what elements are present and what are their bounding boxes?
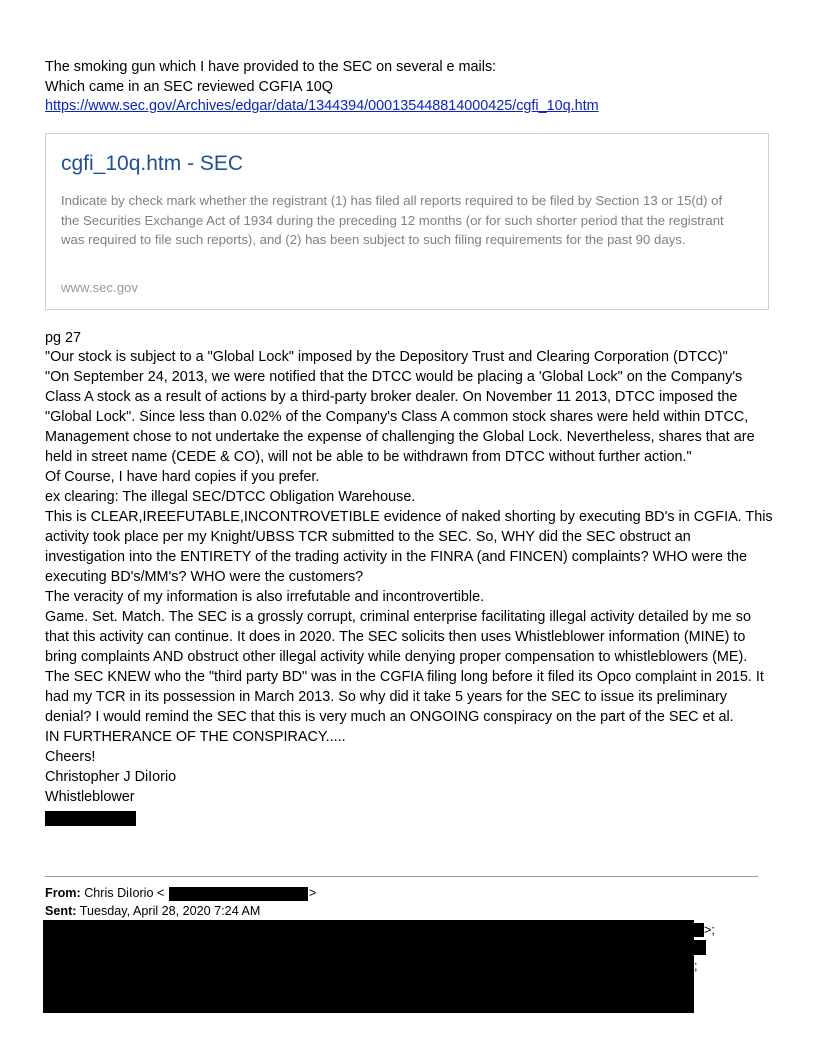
body-line: The SEC KNEW who the "third party BD" was in the CGFIA filing long before it filed its Opco complaint in 2015. It (45, 669, 764, 685)
redaction-block (43, 920, 694, 1013)
signature-title: Whistleblower (45, 789, 135, 805)
from-label: From: (45, 886, 81, 900)
intro-line-2: Which came in an SEC reviewed CGFIA 10Q (45, 79, 333, 95)
header-divider (45, 876, 758, 877)
sec-filing-link[interactable]: https://www.sec.gov/Archives/edgar/data/1344394/000135448814000425/cgfi_10q.htm (45, 98, 599, 114)
sent-value: Tuesday, April 28, 2020 7:24 AM (79, 904, 261, 918)
signature-name: Christopher J DiIorio (45, 769, 177, 785)
body-line: Of Course, I have hard copies if you prefer. (45, 469, 320, 485)
redaction-block (169, 887, 308, 901)
body-line: This is CLEAR,IREEFUTABLE,INCONTROVETIBLE evidence of naked shorting by executing BD's in CGFIA. This (45, 509, 773, 525)
body-line: held in street name (CEDE & CO), will not be able to be withdrawn from DTCC without further action." (45, 449, 692, 465)
redaction-block (694, 940, 706, 955)
from-row (45, 885, 164, 901)
sent-row (45, 903, 260, 919)
body-line: IN FURTHERANCE OF THE CONSPIRACY..... (45, 729, 346, 745)
body-line: Game. Set. Match. The SEC is a grossly corrupt, criminal enterprise facilitating illegal activity detailed by me so (45, 609, 751, 625)
body-line: that this activity can continue. It does in 2020. The SEC solicits then uses Whistleblower information (MINE) to (45, 629, 746, 645)
body-line: had my TCR in its possession in March 2013. So why did it take 5 years for the SEC to issue its preliminary (45, 689, 727, 705)
body-line: pg 27 (45, 330, 82, 346)
preview-title[interactable]: cgfi_10q.htm - SEC (61, 152, 244, 175)
recipient-fragment: >; (704, 923, 715, 937)
body-line: Class A stock as a result of actions by a third-party broker dealer. On November 11 2013, DTCC imposed the (45, 389, 738, 405)
recipient-fragment: ; (694, 959, 698, 973)
body-line: Management chose to not undertake the expense of challenging the Global Lock. Nevertheless, shares that are (45, 429, 755, 445)
body-line: "On September 24, 2013, we were notified that the DTCC would be placing a 'Global Lock" on the Company's (45, 369, 743, 385)
link-preview-card[interactable] (45, 133, 769, 310)
body-line: denial? I would remind the SEC that this is very much an ONGOING conspiracy on the part of the SEC et al. (45, 709, 734, 725)
body-line: activity took place per my Knight/UBSS TCR submitted to the SEC. So, WHY did the SEC obstruct an (45, 529, 691, 545)
signature-closing: Cheers! (45, 749, 96, 765)
sent-label: Sent: (45, 904, 77, 918)
body-line: "Global Lock". Since less than 0.02% of the Company's Class A common stock shares were held within DTCC, (45, 409, 749, 425)
body-line: executing BD's/MM's? WHO were the customers? (45, 569, 364, 585)
intro-line-1: The smoking gun which I have provided to the SEC on several e mails: (45, 59, 497, 75)
preview-description: Indicate by check mark whether the registrant (1) has filed all reports required to be filed by Section 13 or 15(d) of the Securities Exchange Act of 1934 during the preceding 12 months (or for such shorter period that the registrant was required to file such reports), and (2) has been subject to such filing requirements for the past 90 days. (61, 193, 724, 247)
body-line: bring complaints AND obstruct other illegal activity while denying proper compensation to whistleblowers (ME). (45, 649, 748, 665)
body-line: "Our stock is subject to a "Global Lock" imposed by the Depository Trust and Clearing Corporation (DTCC)" (45, 349, 728, 365)
redaction-block (694, 923, 704, 937)
body-line: The veracity of my information is also irrefutable and incontrovertible. (45, 589, 485, 605)
from-name: Chris DiIorio < (84, 886, 165, 900)
body-line: investigation into the ENTIRETY of the trading activity in the FINRA (and FINCEN) complaints? WHO were the (45, 549, 747, 565)
body-line: ex clearing: The illegal SEC/DTCC Obligation Warehouse. (45, 489, 416, 505)
redaction-block (45, 811, 136, 826)
preview-domain: www.sec.gov (61, 280, 138, 295)
from-close: > (309, 886, 317, 900)
